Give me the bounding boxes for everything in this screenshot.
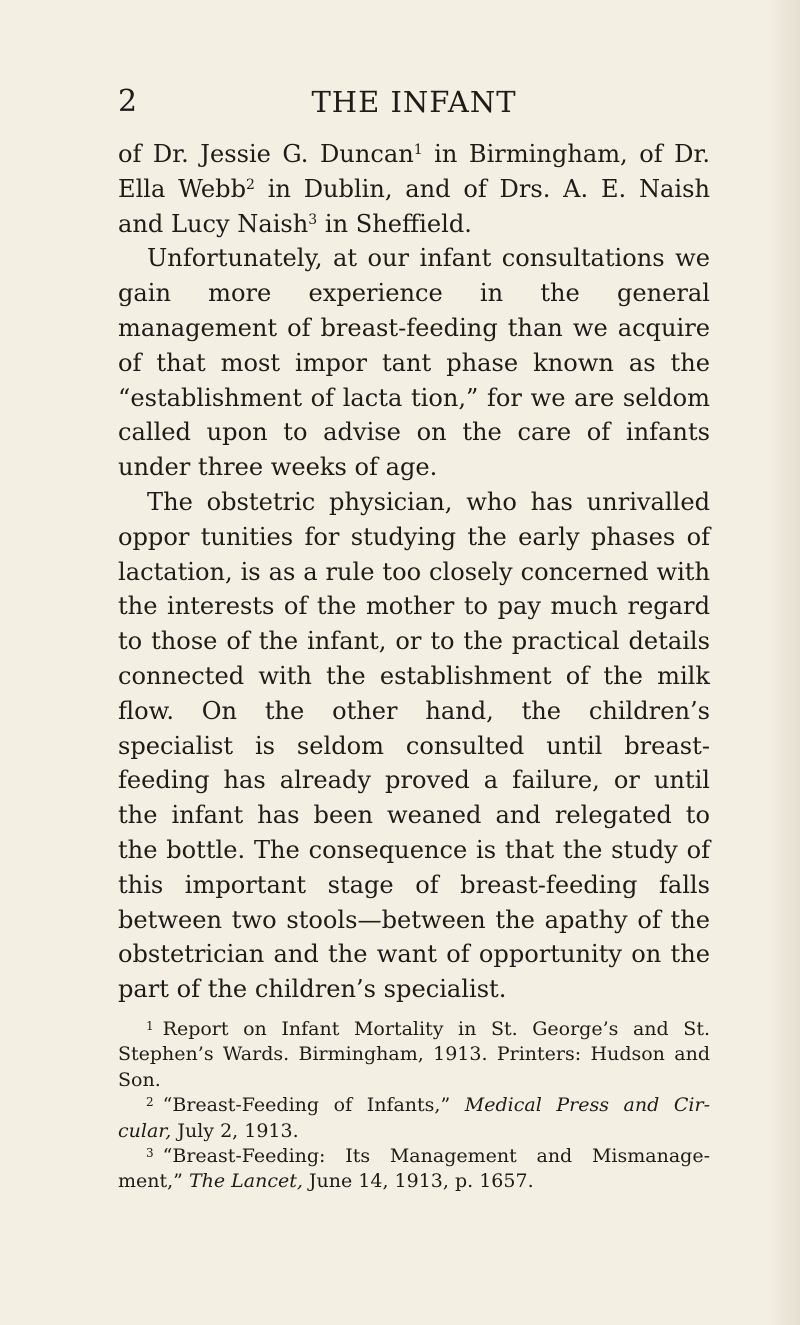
footnote-publication: The Lancet, <box>188 1170 303 1193</box>
footnote-3 <box>118 1144 710 1195</box>
paragraph-1-text: in Birmingham, of Dr. Ella Webb <box>118 140 710 203</box>
footnotes <box>118 1017 710 1195</box>
page-number: 2 <box>118 84 138 119</box>
paragraph-1-text: in Sheffield. <box>317 209 472 238</box>
page-header <box>118 82 710 122</box>
footnote-number: 3 <box>146 1146 154 1161</box>
footnote-number: 1 <box>146 1019 154 1033</box>
footnote-2 <box>118 1093 710 1144</box>
footnote-text: June 14, 1913, p. 1657. <box>302 1170 534 1193</box>
footnote-text: “Breast-Feeding of Infants,” <box>162 1094 465 1117</box>
footnote-text: “Breast-Feeding: Its Management and Mismanage ment,” <box>118 1145 710 1193</box>
footnote-1 <box>118 1017 710 1093</box>
footnote-ref-3: 3 <box>308 211 318 228</box>
page-edge-shadow <box>766 0 800 1325</box>
body-text <box>118 137 710 1007</box>
paragraph-1-text: of Dr. Jessie G. Duncan <box>118 140 414 168</box>
footnote-ref-2: 2 <box>246 176 255 193</box>
paragraph-3: The obstetric physician, who has unrivalled oppor tunities for studying the early phases of lactation, is as a rule too closely concerned with the interests of the mother to pay much regard to those of the infant, or to the practical details connected with the establishment of the milk flow. On the other hand, the children’s specialist is seldom consulted until breast-feeding has already proved a failure, or until the infant has been weaned and relegated to the bottle. The consequence is that the study of this important stage of breast-feeding falls between two stools—between the apathy of the obstetrician and the want of opportunity on the part of the children’s specialist. <box>118 487 710 1004</box>
paragraph-1 <box>118 137 710 241</box>
footnote-text: Report on Infant Mortality in St. George’s and St. Stephen’s Wards. Birmingham, 1913. Printers: Hudson and Son. <box>118 1018 710 1091</box>
footnote-text: July 2, 1913. <box>171 1119 299 1142</box>
running-head: THE INFANT <box>311 85 517 119</box>
paragraph-2: Unfortunately, at our infant consultations we gain more experience in the general management of breast-feeding than we acquire of that most impor tant phase known as the “establishment of lacta tion,” for we are seldom called upon to advise on the care of infants under three weeks of age. <box>118 244 710 482</box>
footnote-ref-1: 1 <box>413 142 423 158</box>
footnote-number: 2 <box>146 1095 154 1110</box>
footnote-publication: Medical Press and Cir cular, <box>118 1094 710 1142</box>
paragraph-1-text: in Dublin, and of Drs. A. E. Naish and Lucy Naish <box>118 174 710 238</box>
